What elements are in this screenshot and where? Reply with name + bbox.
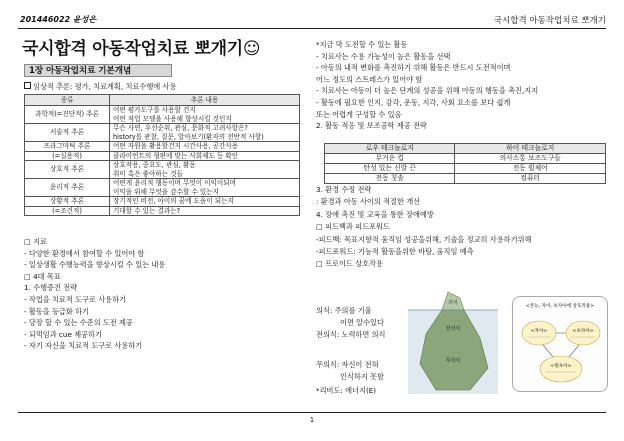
- text-line: - 되먹임과 cue 제공하기: [24, 329, 102, 339]
- text-line: - 활동에 필요한 인지, 감각, 운동, 지각, 사회 요소를 보다 쉽게: [316, 98, 511, 107]
- text-line: : 환경과 아동 사이의 적절한 개선: [316, 197, 421, 207]
- reasoning-content-line: 어떤 작업 모델을 사용해 향상시킬 것인지: [113, 114, 232, 123]
- text-line: 4. 장애 촉진 및 교육을 통한 장애예방: [316, 209, 434, 219]
- table-header: 종류: [25, 95, 110, 106]
- header-author: 201446022 윤성은: [20, 15, 97, 24]
- text-line: □ 피드백과 피드포워드: [316, 222, 390, 232]
- text-line: 어느 정도의 스트레스가 있어야 함: [316, 74, 423, 84]
- reasoning-kind-cell: (=실용적): [25, 151, 110, 161]
- table-header: 추론 내용: [110, 95, 300, 106]
- text-line: 1. 수행증진 전략: [24, 283, 78, 293]
- reasoning-kind-cell: 상황적 추론: [25, 197, 110, 207]
- reasoning-content-line: 어떤 자원을 활용할건지 시간사용, 공간사용: [113, 142, 239, 150]
- reasoning-content-cell: [110, 161, 300, 179]
- reasoning-content-line: 이익을 위해 무엇을 감수할 수 있는지: [113, 187, 220, 196]
- text-line: - 아동의 내적 변화를 촉진하기 위해 활동은 반드시 도전적이며: [316, 63, 511, 73]
- reasoning-content-line: 취미 혹은 좋아하는 것들: [113, 169, 183, 178]
- table-row: [325, 164, 606, 174]
- page-title: 국시합격 아동작업치료 뽀개기☺: [22, 39, 261, 59]
- reasoning-content-line: 기대할 수 있는 결과는?: [113, 206, 181, 215]
- reasoning-table-body: [25, 106, 300, 216]
- reasoning-content-cell: [110, 106, 300, 124]
- reasoning-content-cell: [110, 179, 300, 197]
- section-label: 임상적 추론: 평가, 치료계획, 치료수행에 사용: [33, 82, 177, 91]
- assistive-tech-table: [324, 143, 606, 184]
- reasoning-content-line: 무슨 사연, 우선순위, 관심, 문화적 고려사항은?: [113, 124, 248, 132]
- reasoning-content-cell: [110, 197, 300, 207]
- text-line: - 일상생활 수행능력을 향상시킬 수 있는 내용: [24, 260, 166, 270]
- checkbox-icon: [24, 82, 31, 89]
- reasoning-kind-cell: 과학적(=진단적) 추론: [25, 106, 110, 124]
- table-header-row: [325, 144, 606, 154]
- reasoning-content-cell: [110, 124, 300, 142]
- table-row: [25, 106, 300, 124]
- freud-conscious: 의식: 주의를 기울: [316, 306, 372, 315]
- text-line: □ 프로이드 상호작용: [316, 259, 383, 269]
- header-course-title: 국시합격 아동작업치료 뽀개기: [493, 16, 606, 26]
- text-line: - 치료사는 아동이 더 높은 단계의 성공을 위해 아동의 행동을 촉진,지지: [316, 86, 539, 96]
- reasoning-kind-cell: 서술적 추론: [25, 124, 110, 142]
- table-row: [25, 197, 300, 207]
- table-row: [325, 174, 606, 184]
- freud-unconscious: 무의식: 자신이 전혀: [316, 360, 379, 369]
- iceberg-label-low: 무의식: [445, 358, 461, 364]
- reasoning-content-line: 어떤 평가도구를 사용할 건지: [113, 106, 196, 114]
- text-line: - 당장 할 수 있는 수준의 도전 제공: [24, 318, 133, 328]
- reasoning-content-line: 어떤게 윤리적 행동이며 무엇이 이익이되며: [113, 179, 237, 187]
- footer-divider: [18, 412, 606, 413]
- freud-conscious-2: 이면 알수있다: [340, 318, 384, 327]
- iceberg-label-top: 의식: [448, 300, 458, 306]
- iceberg-illustration: [408, 290, 498, 394]
- id-label: <원초아>: [550, 364, 572, 369]
- personality-structure-diagram: [512, 296, 608, 392]
- freud-preconscious: 전의식: 노력하면 의식: [316, 330, 386, 339]
- reasoning-content-line: history를 관찰, 질문, 알아보기(환자의 전반적 사항): [113, 132, 264, 141]
- table-cell: 컴퓨터: [455, 174, 606, 184]
- table-cell: 무거운 컵: [325, 154, 455, 164]
- diagram-graphic: [513, 297, 607, 391]
- reasoning-content-cell: [110, 151, 300, 161]
- freud-unconscious-2: 인식하지 못함: [340, 372, 384, 381]
- reasoning-kind-cell: 윤리적 추론: [25, 179, 110, 197]
- table-row: [25, 142, 300, 152]
- superego-id-arrow: [569, 345, 579, 357]
- table-row: [325, 154, 606, 164]
- text-line: - 다양한 환경에서 참여할 수 있어야 함: [24, 248, 145, 258]
- section-clinical-reasoning: [24, 82, 176, 91]
- table-row: [25, 161, 300, 179]
- table-row: [25, 179, 300, 197]
- text-line: - 치료사는 수용 가능성이 높은 활동을 선택: [316, 51, 451, 61]
- table-header: 하이 테크놀로지: [455, 144, 606, 154]
- text-line: *지금 막 도전할 수 있는 활동: [316, 40, 408, 49]
- text-line: □ 지료: [24, 237, 47, 246]
- text-line: -피드포워드: 기능적 활동을위한 바탕, 움직임 예측: [316, 247, 474, 256]
- reasoning-table: [24, 94, 300, 216]
- table-row: [25, 206, 300, 216]
- table-cell: 전동 휠체어: [455, 164, 606, 174]
- superego-label: <초자아>: [572, 329, 594, 334]
- table-row: [25, 151, 300, 161]
- reasoning-content-line: 클라이언트의 형편에 맞는 사회제도 등 확인: [113, 151, 239, 160]
- freud-libido: *리비도: 에너지(E): [316, 386, 377, 395]
- assistive-tech-table-body: [325, 154, 606, 184]
- table-cell: 전동 칫솔: [325, 174, 455, 184]
- text-line: 2. 활동 적응 및 보조공학 제공 전략: [316, 121, 427, 131]
- reasoning-kind-cell: 프라그마틱 추론: [25, 142, 110, 152]
- table-row: [25, 124, 300, 142]
- header-divider: [18, 28, 606, 29]
- text-line: - 자기 자신을 치료적 도구로 사용하기: [24, 341, 143, 351]
- text-line: - 작업을 치료적 도구로 사용하기: [24, 295, 126, 304]
- id-ellipse: [540, 356, 582, 382]
- table-header: 로우 테크놀로지: [325, 144, 455, 154]
- iceberg-label-mid: 전의식: [445, 326, 461, 332]
- reasoning-content-line: 상호작용, 중요도, 관심, 활동: [113, 161, 196, 169]
- diagram-title: <본능, 자아, 초자아에 상호작용>: [525, 304, 595, 309]
- text-line: □ 4대 목표: [24, 271, 61, 281]
- chapter-heading: 1장 아동작업치료 기본개념: [24, 64, 172, 77]
- reasoning-kind-cell: 상호적 추론: [25, 161, 110, 179]
- text-line: 3. 환경 수정 전략: [316, 185, 372, 194]
- text-line: -피드백: 목표지향적 움직임 성공을위해, 기술을 정교히 사용하기위해: [316, 234, 532, 244]
- ego-id-arrow: [543, 345, 553, 357]
- reasoning-content-cell: [110, 142, 300, 152]
- text-line: 또는 어렵게 구성할 수 있음: [316, 109, 402, 119]
- reasoning-content-cell: [110, 206, 300, 216]
- table-header-row: [25, 95, 300, 106]
- text-line: - 활동을 등급화 하기: [24, 306, 89, 316]
- table-cell: 탄성 있는 신발 끈: [325, 164, 455, 174]
- page-number: 1: [309, 416, 315, 424]
- ego-label: <자아>: [530, 329, 548, 334]
- reasoning-kind-cell: (=조건적): [25, 206, 110, 216]
- table-cell: 의사소통 보조도구들: [455, 154, 606, 164]
- reasoning-content-line: 장기적인 비전, 아이의 꿈에 도움이 되는지: [113, 197, 234, 205]
